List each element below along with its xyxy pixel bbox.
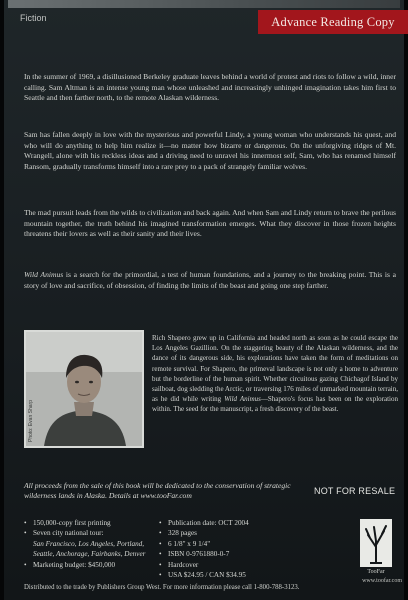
- author-bio-end: —Shapero's focus has been on the exploration within. The seed for the manuscript, a fresh discovery of the beast.: [152, 395, 398, 414]
- author-photo: [24, 330, 144, 448]
- not-for-resale-label: NOT FOR RESALE: [314, 486, 396, 496]
- tree-icon: [356, 517, 396, 569]
- spec-item: • 328 pages: [159, 528, 287, 538]
- spec-item: • Hardcover: [159, 560, 287, 570]
- book-title-italic: Wild Animus: [24, 270, 64, 279]
- paragraph-4-text: is a search for the primordial, a test of human foundations, and a journey to the breaking point. This is a story of love and sacrifice, of obsession, of finding the limits of the beast and going one step farther.: [24, 270, 396, 290]
- spec-item: • Marketing budget: $450,000: [24, 560, 154, 570]
- spec-item: • USA $24.95 / CAN $34.95: [159, 570, 287, 580]
- spec-list-marketing: [24, 518, 154, 570]
- spec-list-publication: [159, 518, 287, 580]
- author-bio-book-title: Wild Animus: [224, 395, 261, 404]
- spec-item: • 150,000-copy first printing: [24, 518, 154, 528]
- description-paragraph-3: The mad pursuit leads from the wilds to civilization and back again. And when Sam and Lindy return to brave the perilous mountain together, the truth behind his imagined transformation emerges. What they discover in those frozen heights threatens their lovers as well as their sanity and their lives.: [24, 208, 397, 239]
- spec-item: • 6 1/8" x 9 1/4": [159, 539, 287, 549]
- author-bio: [152, 333, 398, 415]
- advance-reading-copy-badge: Advance Reading Copy: [258, 10, 408, 34]
- distributor-note: Distributed to the trade by Publishers Group West. For more information please call 1-800-788-3123.: [24, 584, 300, 591]
- description-paragraph-1: In the summer of 1969, a disillusioned Berkeley graduate leaves behind a world of protest and riots to follow a wild, inner calling. Sam Altman is an intense young man whose unleashed and increasingly unhinged imagination takes him first to Seattle and then farther north, to the remote Alaskan wilderness.: [24, 72, 396, 103]
- author-bio-start: Rich Shapero grew up in California and headed north as soon as he could escape the Los Angeles Gazillion. On the staggering beauty of the Alaskan wilderness, and the dance of its dangerous side, his explorations have taken the form of meditations on remote survival. For Shapero, the primeval landscape is not only a home to adventure but the borderline of the human spirit. Whether circuitous gazing Chichagof Island by sailboat, dog sledding the Arctic, or traversing 176 miles of unmarked mountain terrain, as he did while writing: [152, 334, 398, 404]
- spec-item: [24, 528, 154, 538]
- description-paragraph-4: [24, 270, 396, 291]
- spec-item-tour: Seven city national tour:: [33, 529, 104, 538]
- genre-label: Fiction: [20, 13, 47, 23]
- tour-cities: San Francisco, Los Angeles, Portland, Seattle, Anchorage, Fairbanks, Denver: [33, 539, 146, 559]
- author-portrait-image: [26, 332, 142, 446]
- description-paragraph-2: Sam has fallen deeply in love with the mysterious and powerful Lindy, a young woman who understands his quest, and who will do anything to help him realize it—no matter how bizarre or dangerous. On the unforgiving ridges of Mt. Wrangell, alone with his reckless ideas and a driving need to unravel his innermost self, Sam, who has renamed himself Ransom, gradually transforms himself into a rare prey to a pack of strangely familiar wolves.: [24, 130, 396, 171]
- top-edge-strip: [8, 0, 400, 8]
- spec-item: • ISBN 0-9761880-0-7: [159, 549, 287, 559]
- photo-credit: Photo: Evan Sharp: [28, 400, 34, 442]
- publisher-url: www.toofar.com: [362, 578, 402, 584]
- publisher-name: TooFar: [367, 569, 385, 575]
- proceeds-note: All proceeds from the sale of this book will be dedicated to the conservation of strategic wilderness lands in Alaska. Details at www.tooFar.com: [24, 481, 291, 500]
- spec-item: • Publication date: OCT 2004: [159, 518, 287, 528]
